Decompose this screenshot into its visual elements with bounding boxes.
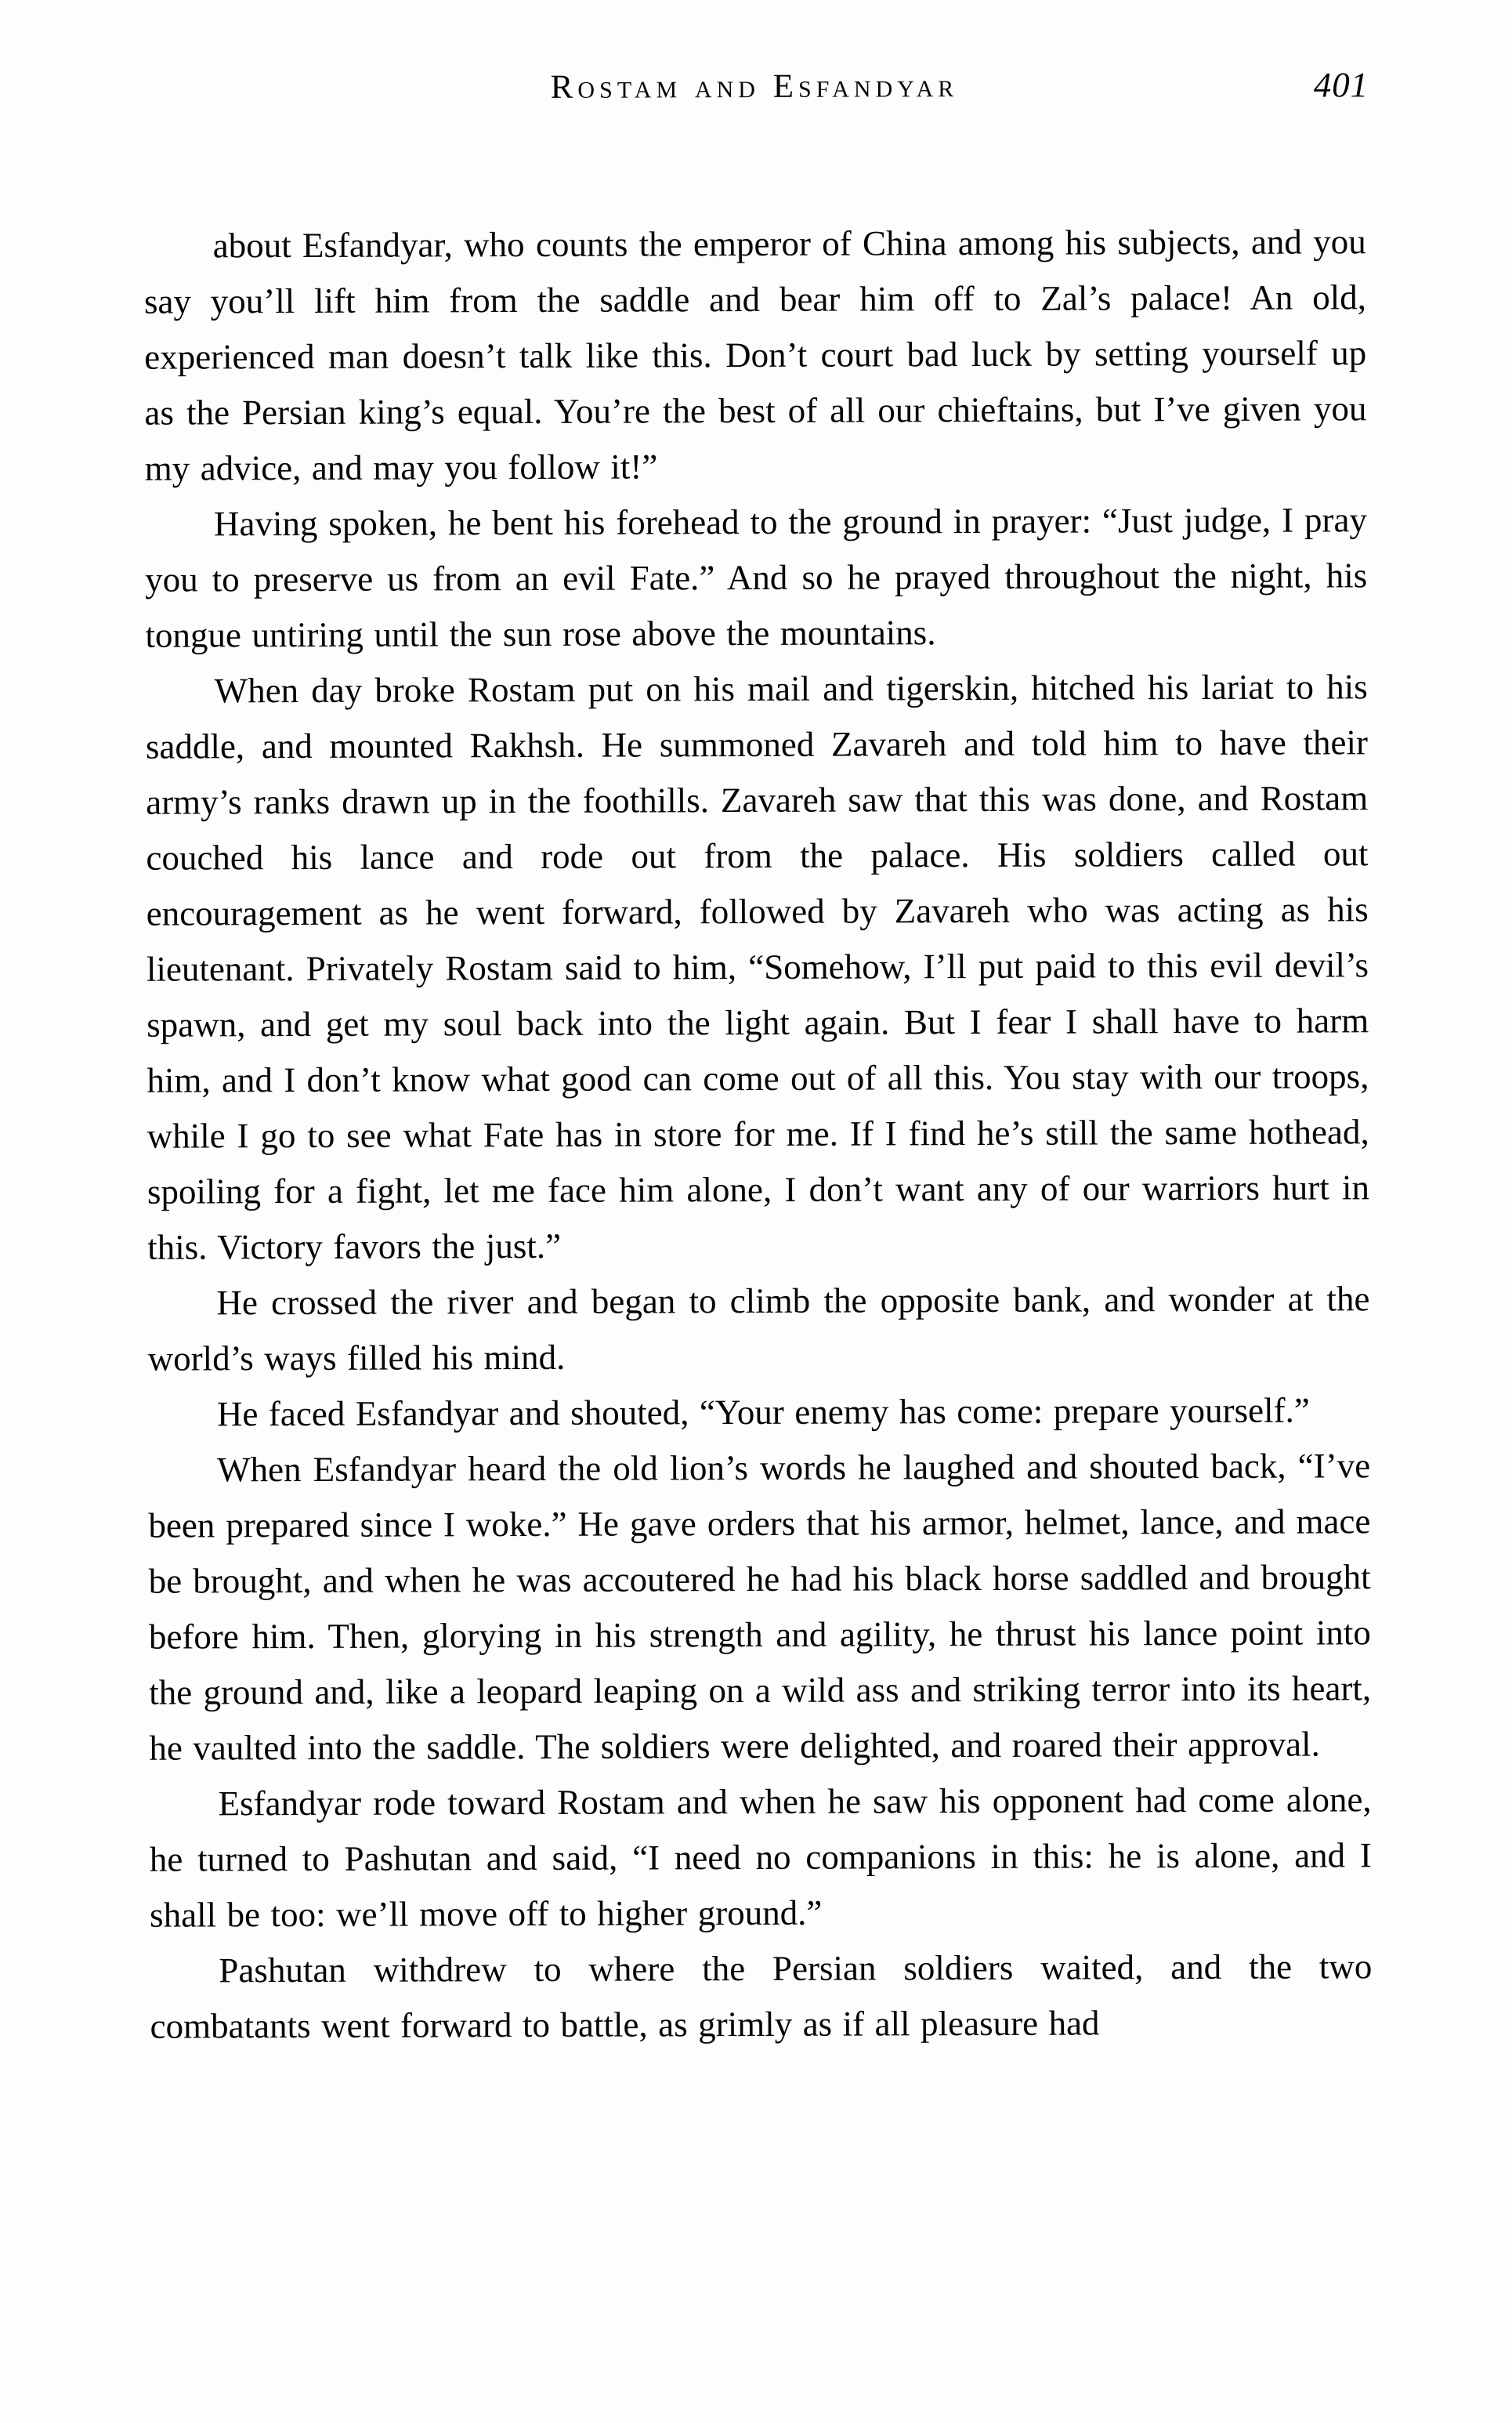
paragraph: When Esfandyar heard the old lion’s words he laughed and shouted back, “I’ve been prepared since I woke.” He gave orders that his armor, helmet, lance, and mace be brought, and when he was accoutered he had his black horse saddled and brought before him. Then, glorying in his strength and agility, he thrust his lance point into the ground and, like a leopard leaping on a wild ass and striking terror into its heart, he vaulted into the saddle. The soldiers were delighted, and roared their approval. — [148, 1446, 1372, 1768]
paragraph: Pashutan withdrew to where the Persian soldiers waited, and the two combatants went forward to battle, as grimly as if all pleasure had — [150, 1947, 1373, 2046]
running-header — [143, 63, 1369, 110]
paragraph: He faced Esfandyar and shouted, “Your enemy has come: prepare yourself.” — [216, 1390, 1310, 1434]
paragraph: Esfandyar rode toward Rostam and when he saw his opponent had come alone, he turned to Pashutan and said, “I need no companions in this: he is alone, and I shall be too: we’ll move off to higher ground.” — [149, 1780, 1372, 1935]
paragraph: about Esfandyar, who counts the emperor of China among his subjects, and you say you’ll lift him from the saddle and bear him off to Zal’s palace! An old, experienced man doesn’t talk like this. Don’t court bad luck by setting yourself up as the Persian king’s equal. You’re the best of all our chieftains, but I’ve given you my advice, and may you follow it!” — [143, 222, 1367, 488]
paragraph: He crossed the river and began to climb the opposite bank, and wonder at the world’s ways filled his mind. — [147, 1279, 1370, 1378]
text-block — [144, 214, 1373, 2054]
page-number: 401 — [1313, 65, 1369, 105]
running-title: Rostam and Esfandyar — [550, 67, 959, 106]
paragraph: When day broke Rostam put on his mail and tigerskin, hitched his lariat to his saddle, and mounted Rakhsh. He summoned Zavareh and told him to have their army’s ranks drawn up in the foothills. Zavareh saw that this was done, and Rostam couched his lance and rode out from the palace. His soldiers called out encouragement as he went forward, followed by Zavareh who was acting as his lieutenant. Privately Rostam said to him, “Somehow, I’ll put paid to this evil devil’s spawn, and get my soul back into the light again. But I fear I shall have to harm him, and I don’t know what good can come out of all this. You stay with our troops, while I go to see what Fate has in store for me. If I find he’s still the same hothead, spoiling for a fight, let me face him alone, I don’t want any of our warriors hurt in this. Victory favors the just.” — [145, 667, 1369, 1267]
paragraph: Having spoken, he bent his forehead to the ground in prayer: “Just judge, I pray you to preserve us from an evil Fate.” And so he prayed throughout the night, his tongue untiring until the sun rose above the mountains. — [145, 500, 1368, 655]
